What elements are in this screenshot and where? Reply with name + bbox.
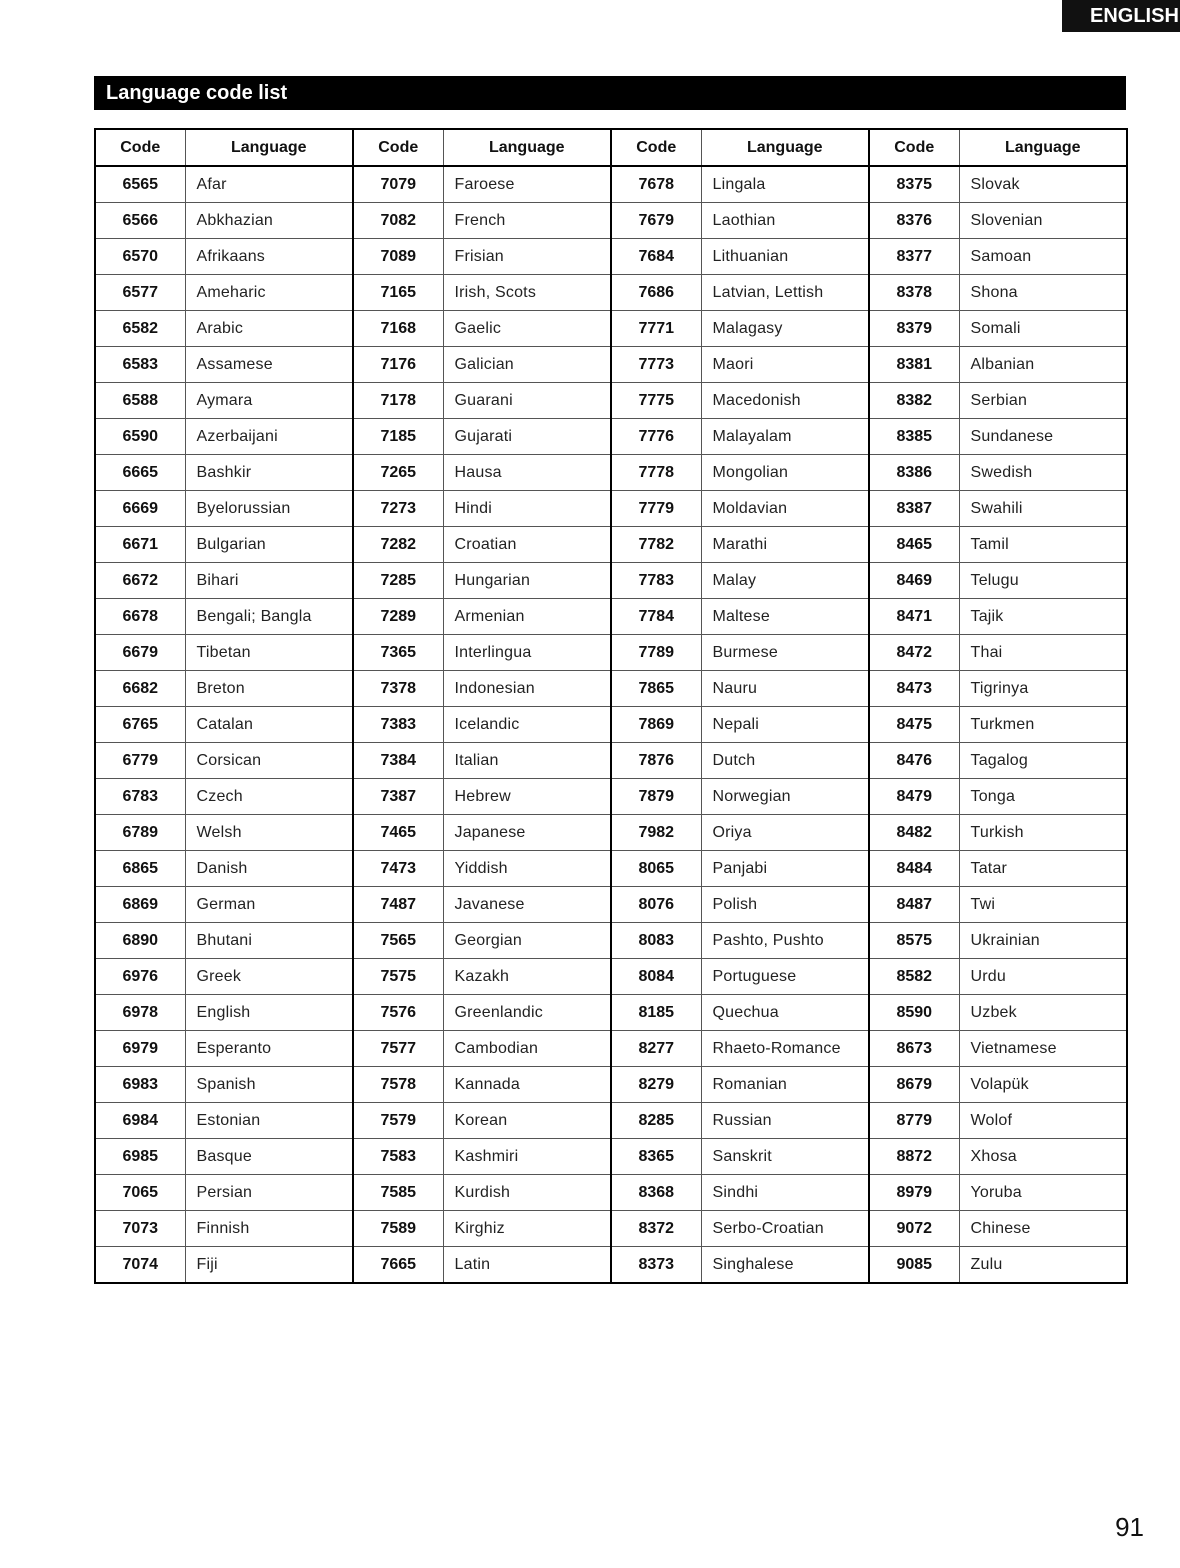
language-name: Italian — [443, 743, 611, 779]
language-name: Breton — [185, 671, 353, 707]
language-name: Malay — [701, 563, 869, 599]
language-code: 7176 — [353, 347, 443, 383]
language-name: Thai — [959, 635, 1127, 671]
language-code: 7079 — [353, 166, 443, 203]
language-name: Samoan — [959, 239, 1127, 275]
language-name: Sanskrit — [701, 1139, 869, 1175]
language-name: Hebrew — [443, 779, 611, 815]
language-code: 7273 — [353, 491, 443, 527]
language-name: Macedonish — [701, 383, 869, 419]
language-name: Burmese — [701, 635, 869, 671]
language-code: 7384 — [353, 743, 443, 779]
language-code: 7982 — [611, 815, 701, 851]
language-name: Bulgarian — [185, 527, 353, 563]
table-row — [95, 887, 1127, 923]
language-code: 6682 — [95, 671, 185, 707]
table-row — [95, 995, 1127, 1031]
language-name: Laothian — [701, 203, 869, 239]
language-name: Latin — [443, 1247, 611, 1284]
language-name: Nepali — [701, 707, 869, 743]
table-row — [95, 923, 1127, 959]
table-header-row — [95, 129, 1127, 166]
table-row — [95, 1103, 1127, 1139]
language-code: 7178 — [353, 383, 443, 419]
language-name: Zulu — [959, 1247, 1127, 1284]
language-code: 7865 — [611, 671, 701, 707]
language-code: 8872 — [869, 1139, 959, 1175]
language-header: Language — [185, 129, 353, 166]
language-name: Latvian, Lettish — [701, 275, 869, 311]
language-name: Rhaeto-Romance — [701, 1031, 869, 1067]
language-code: 8185 — [611, 995, 701, 1031]
language-code: 8779 — [869, 1103, 959, 1139]
language-code: 7365 — [353, 635, 443, 671]
language-name: Faroese — [443, 166, 611, 203]
language-code: 6678 — [95, 599, 185, 635]
language-code: 7782 — [611, 527, 701, 563]
language-code: 8382 — [869, 383, 959, 419]
language-code: 6983 — [95, 1067, 185, 1103]
language-code: 6590 — [95, 419, 185, 455]
table-row — [95, 311, 1127, 347]
language-name: Swedish — [959, 455, 1127, 491]
language-code: 7686 — [611, 275, 701, 311]
language-name: Irish, Scots — [443, 275, 611, 311]
language-name: Guarani — [443, 383, 611, 419]
language-name: Azerbaijani — [185, 419, 353, 455]
language-code: 8065 — [611, 851, 701, 887]
table-row — [95, 203, 1127, 239]
language-name: Nauru — [701, 671, 869, 707]
language-name: Xhosa — [959, 1139, 1127, 1175]
language-code: 7589 — [353, 1211, 443, 1247]
language-code: 8372 — [611, 1211, 701, 1247]
language-code: 7679 — [611, 203, 701, 239]
language-name: Frisian — [443, 239, 611, 275]
page-number: 91 — [1115, 1512, 1144, 1542]
language-name: Twi — [959, 887, 1127, 923]
language-header: Language — [701, 129, 869, 166]
table-row — [95, 1247, 1127, 1284]
language-name: Icelandic — [443, 707, 611, 743]
language-code: 6570 — [95, 239, 185, 275]
language-code: 6583 — [95, 347, 185, 383]
language-code: 7575 — [353, 959, 443, 995]
language-name: Urdu — [959, 959, 1127, 995]
language-name: Kurdish — [443, 1175, 611, 1211]
language-name: Wolof — [959, 1103, 1127, 1139]
language-code: 7678 — [611, 166, 701, 203]
code-header: Code — [611, 129, 701, 166]
language-code: 8279 — [611, 1067, 701, 1103]
language-name: Singhalese — [701, 1247, 869, 1284]
language-code: 7383 — [353, 707, 443, 743]
language-name: Cambodian — [443, 1031, 611, 1067]
language-name: Slovenian — [959, 203, 1127, 239]
language-code: 8673 — [869, 1031, 959, 1067]
table-row — [95, 779, 1127, 815]
language-name: Georgian — [443, 923, 611, 959]
language-code: 8377 — [869, 239, 959, 275]
language-code: 8277 — [611, 1031, 701, 1067]
language-name: Danish — [185, 851, 353, 887]
language-code: 6985 — [95, 1139, 185, 1175]
language-code: 8373 — [611, 1247, 701, 1284]
language-code: 6588 — [95, 383, 185, 419]
language-code: 7578 — [353, 1067, 443, 1103]
language-code: 6577 — [95, 275, 185, 311]
language-name: Serbian — [959, 383, 1127, 419]
language-code: 8076 — [611, 887, 701, 923]
language-code: 6671 — [95, 527, 185, 563]
language-code: 7089 — [353, 239, 443, 275]
language-code: 8083 — [611, 923, 701, 959]
table-row — [95, 1067, 1127, 1103]
language-name: Aymara — [185, 383, 353, 419]
language-name: Javanese — [443, 887, 611, 923]
language-code: 8386 — [869, 455, 959, 491]
table-row — [95, 959, 1127, 995]
language-code: 8378 — [869, 275, 959, 311]
language-code: 6679 — [95, 635, 185, 671]
language-name: Czech — [185, 779, 353, 815]
table-row — [95, 707, 1127, 743]
language-name: Abkhazian — [185, 203, 353, 239]
table-row — [95, 419, 1127, 455]
language-name: Lingala — [701, 166, 869, 203]
language-code: 6779 — [95, 743, 185, 779]
language-name: Hausa — [443, 455, 611, 491]
language-code: 6783 — [95, 779, 185, 815]
language-code: 8472 — [869, 635, 959, 671]
language-name: Byelorussian — [185, 491, 353, 527]
language-name: Quechua — [701, 995, 869, 1031]
language-code: 9072 — [869, 1211, 959, 1247]
language-code: 7282 — [353, 527, 443, 563]
language-name: Uzbek — [959, 995, 1127, 1031]
language-name: Yiddish — [443, 851, 611, 887]
table-row — [95, 1211, 1127, 1247]
section-title: Language code list — [94, 76, 1126, 110]
language-code: 8285 — [611, 1103, 701, 1139]
language-name: Gaelic — [443, 311, 611, 347]
table-row — [95, 491, 1127, 527]
language-code: 7185 — [353, 419, 443, 455]
language-code: 6566 — [95, 203, 185, 239]
language-code: 7784 — [611, 599, 701, 635]
language-name: Corsican — [185, 743, 353, 779]
language-code: 7583 — [353, 1139, 443, 1175]
language-code: 6890 — [95, 923, 185, 959]
language-name: Dutch — [701, 743, 869, 779]
language-name: Lithuanian — [701, 239, 869, 275]
language-code: 6865 — [95, 851, 185, 887]
language-name: Kazakh — [443, 959, 611, 995]
language-code: 7776 — [611, 419, 701, 455]
language-code: 8590 — [869, 995, 959, 1031]
language-name: Tonga — [959, 779, 1127, 815]
language-name: Tagalog — [959, 743, 1127, 779]
language-name: Japanese — [443, 815, 611, 851]
language-code: 7665 — [353, 1247, 443, 1284]
language-code: 8385 — [869, 419, 959, 455]
language-name: Hungarian — [443, 563, 611, 599]
language-name: Galician — [443, 347, 611, 383]
table-row — [95, 455, 1127, 491]
language-name: Portuguese — [701, 959, 869, 995]
language-code: 8575 — [869, 923, 959, 959]
language-name: Volapük — [959, 1067, 1127, 1103]
language-code: 8482 — [869, 815, 959, 851]
language-code: 8387 — [869, 491, 959, 527]
language-name: Romanian — [701, 1067, 869, 1103]
language-name: Finnish — [185, 1211, 353, 1247]
language-code: 7065 — [95, 1175, 185, 1211]
table-row — [95, 851, 1127, 887]
language-name: Malayalam — [701, 419, 869, 455]
language-name: Sindhi — [701, 1175, 869, 1211]
language-code: 7473 — [353, 851, 443, 887]
language-code: 8379 — [869, 311, 959, 347]
language-name: Kannada — [443, 1067, 611, 1103]
language-name: Persian — [185, 1175, 353, 1211]
table-row — [95, 527, 1127, 563]
language-code: 7387 — [353, 779, 443, 815]
language-name: Serbo-Croatian — [701, 1211, 869, 1247]
language-name: French — [443, 203, 611, 239]
language-name: Maltese — [701, 599, 869, 635]
language-name: Bengali; Bangla — [185, 599, 353, 635]
table-row — [95, 671, 1127, 707]
language-name: Chinese — [959, 1211, 1127, 1247]
language-name: Indonesian — [443, 671, 611, 707]
language-name: Kashmiri — [443, 1139, 611, 1175]
language-code: 6789 — [95, 815, 185, 851]
language-code: 6765 — [95, 707, 185, 743]
language-name: Somali — [959, 311, 1127, 347]
language-name: Basque — [185, 1139, 353, 1175]
language-name: Maori — [701, 347, 869, 383]
language-code: 8679 — [869, 1067, 959, 1103]
language-code: 7165 — [353, 275, 443, 311]
language-name: Arabic — [185, 311, 353, 347]
table-row — [95, 1031, 1127, 1067]
language-code: 8484 — [869, 851, 959, 887]
language-name: Albanian — [959, 347, 1127, 383]
table-body — [95, 166, 1127, 1283]
language-code: 7265 — [353, 455, 443, 491]
language-name: Turkish — [959, 815, 1127, 851]
language-header: Language — [443, 129, 611, 166]
language-name: Bashkir — [185, 455, 353, 491]
language-code: 7487 — [353, 887, 443, 923]
language-name: Armenian — [443, 599, 611, 635]
language-code: 8381 — [869, 347, 959, 383]
language-code: 8487 — [869, 887, 959, 923]
language-name: Sundanese — [959, 419, 1127, 455]
language-name: Esperanto — [185, 1031, 353, 1067]
language-code: 6869 — [95, 887, 185, 923]
language-name: Interlingua — [443, 635, 611, 671]
language-name: Malagasy — [701, 311, 869, 347]
language-name: Panjabi — [701, 851, 869, 887]
language-code: 8473 — [869, 671, 959, 707]
language-name: Russian — [701, 1103, 869, 1139]
language-name: Swahili — [959, 491, 1127, 527]
table-row — [95, 599, 1127, 635]
language-header: Language — [959, 129, 1127, 166]
language-name: Polish — [701, 887, 869, 923]
language-code: 8375 — [869, 166, 959, 203]
language-name: Ameharic — [185, 275, 353, 311]
language-code: 6672 — [95, 563, 185, 599]
language-name: English — [185, 995, 353, 1031]
language-name: Afar — [185, 166, 353, 203]
language-name: Gujarati — [443, 419, 611, 455]
language-code: 6979 — [95, 1031, 185, 1067]
language-code: 8465 — [869, 527, 959, 563]
table-row — [95, 383, 1127, 419]
language-name: Ukrainian — [959, 923, 1127, 959]
language-code: 7579 — [353, 1103, 443, 1139]
language-name: Croatian — [443, 527, 611, 563]
language-code: 7577 — [353, 1031, 443, 1067]
language-code: 7879 — [611, 779, 701, 815]
language-name: Greenlandic — [443, 995, 611, 1031]
language-name: Norwegian — [701, 779, 869, 815]
language-name: Korean — [443, 1103, 611, 1139]
language-code: 7585 — [353, 1175, 443, 1211]
language-code: 7783 — [611, 563, 701, 599]
language-name: Kirghiz — [443, 1211, 611, 1247]
language-code: 6976 — [95, 959, 185, 995]
language-code: 9085 — [869, 1247, 959, 1284]
language-code: 7082 — [353, 203, 443, 239]
language-code: 7876 — [611, 743, 701, 779]
language-code: 7684 — [611, 239, 701, 275]
language-code: 7465 — [353, 815, 443, 851]
language-code: 6984 — [95, 1103, 185, 1139]
language-code: 7285 — [353, 563, 443, 599]
table-row — [95, 275, 1127, 311]
code-header: Code — [353, 129, 443, 166]
language-code: 8471 — [869, 599, 959, 635]
language-code: 7074 — [95, 1247, 185, 1284]
language-name: Pashto, Pushto — [701, 923, 869, 959]
table-row — [95, 239, 1127, 275]
table-row — [95, 743, 1127, 779]
language-code: 7576 — [353, 995, 443, 1031]
language-name: Shona — [959, 275, 1127, 311]
language-name: Marathi — [701, 527, 869, 563]
language-name: Tigrinya — [959, 671, 1127, 707]
table-row — [95, 815, 1127, 851]
language-code: 8582 — [869, 959, 959, 995]
table-row — [95, 347, 1127, 383]
language-code: 8376 — [869, 203, 959, 239]
language-name: Estonian — [185, 1103, 353, 1139]
language-name: Telugu — [959, 563, 1127, 599]
code-header: Code — [95, 129, 185, 166]
language-code: 7773 — [611, 347, 701, 383]
language-name: Moldavian — [701, 491, 869, 527]
language-code: 7289 — [353, 599, 443, 635]
language-name: Catalan — [185, 707, 353, 743]
language-code: 6978 — [95, 995, 185, 1031]
table-row — [95, 635, 1127, 671]
language-code: 8479 — [869, 779, 959, 815]
language-name: Bhutani — [185, 923, 353, 959]
language-code: 7378 — [353, 671, 443, 707]
language-code: 8476 — [869, 743, 959, 779]
language-name: Tatar — [959, 851, 1127, 887]
language-code: 8084 — [611, 959, 701, 995]
language-code: 7565 — [353, 923, 443, 959]
language-name: Fiji — [185, 1247, 353, 1284]
language-name: Greek — [185, 959, 353, 995]
language-code: 8469 — [869, 563, 959, 599]
language-code: 7789 — [611, 635, 701, 671]
table-row — [95, 166, 1127, 203]
code-header: Code — [869, 129, 959, 166]
language-name: Vietnamese — [959, 1031, 1127, 1067]
language-code: 7869 — [611, 707, 701, 743]
language-name: Welsh — [185, 815, 353, 851]
language-name: German — [185, 887, 353, 923]
language-code: 6665 — [95, 455, 185, 491]
language-code: 7073 — [95, 1211, 185, 1247]
language-code-table — [94, 128, 1128, 1284]
language-code: 8979 — [869, 1175, 959, 1211]
language-code: 7771 — [611, 311, 701, 347]
language-name: Assamese — [185, 347, 353, 383]
table-row — [95, 563, 1127, 599]
language-name: Slovak — [959, 166, 1127, 203]
language-name: Hindi — [443, 491, 611, 527]
language-name: Spanish — [185, 1067, 353, 1103]
language-code: 6582 — [95, 311, 185, 347]
language-code: 8368 — [611, 1175, 701, 1211]
language-code: 7779 — [611, 491, 701, 527]
language-code: 7168 — [353, 311, 443, 347]
language-name: Mongolian — [701, 455, 869, 491]
language-name: Turkmen — [959, 707, 1127, 743]
language-name: Tamil — [959, 527, 1127, 563]
language-code: 6565 — [95, 166, 185, 203]
language-code: 7778 — [611, 455, 701, 491]
language-code: 6669 — [95, 491, 185, 527]
language-code: 7775 — [611, 383, 701, 419]
table-row — [95, 1139, 1127, 1175]
language-name: Oriya — [701, 815, 869, 851]
language-name: Tajik — [959, 599, 1127, 635]
language-name: Yoruba — [959, 1175, 1127, 1211]
table-row — [95, 1175, 1127, 1211]
language-name: Tibetan — [185, 635, 353, 671]
language-code: 8475 — [869, 707, 959, 743]
language-name: Afrikaans — [185, 239, 353, 275]
language-code: 8365 — [611, 1139, 701, 1175]
language-tab: ENGLISH — [1062, 0, 1180, 32]
language-name: Bihari — [185, 563, 353, 599]
